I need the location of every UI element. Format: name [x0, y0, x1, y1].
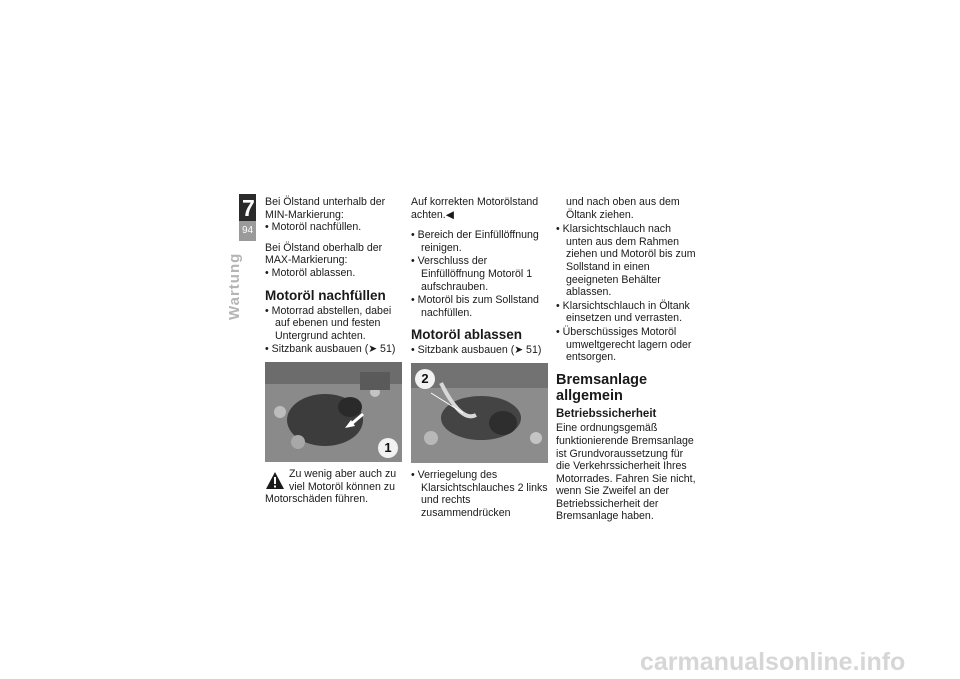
oil-fill-steps: [411, 229, 553, 319]
list-item: • Sitzbank ausbauen (➤ 51): [265, 343, 396, 356]
brake-body-text: Eine ordnungsgemäß funktionierende Bremsanlage ist Grundvoraussetzung für die Verkehrssicherheit Ihres Motorrades. Fahren Sie nicht, wenn Sie Zweifel an der Betriebssicherheit der Bremsanlage haben.: [556, 422, 696, 523]
list-item: • Sitzbank ausbauen (➤ 51): [411, 344, 542, 357]
check-level-text: Auf korrekten Motorölstand achten.◀: [411, 196, 539, 221]
hose-release-list: [411, 469, 553, 519]
min-item: • Motoröl nachfüllen.: [265, 221, 362, 234]
warning-triangle-icon: [265, 471, 285, 490]
warning-note: [265, 468, 407, 506]
footer-watermark: carmanualsonline.info: [640, 648, 906, 676]
max-paragraph: [265, 242, 407, 280]
continuation-text: und nach oben aus dem Öltank ziehen.: [566, 196, 680, 221]
warning-text: Zu wenig aber auch zu viel Motoröl können zu Motorschäden führen.: [265, 467, 397, 506]
section-side-label: Wartung: [226, 252, 243, 320]
oil-filler-photo: [265, 362, 402, 462]
list-item: • Verriegelung des Klarsichtschlauches 2 links und rechts zusammendrücken: [411, 468, 548, 519]
subheading-safety: Betriebssicherheit: [556, 407, 657, 420]
list-item: • Klarsichtschlauch in Öltank einsetzen und verrasten.: [556, 299, 690, 325]
list-item: • Bereich der Einfüllöffnung reinigen.: [411, 229, 539, 254]
list-item: • Überschüssiges Motoröl umweltgerecht lagern oder entsorgen.: [556, 325, 692, 364]
list-item: • Klarsichtschlauch nach unten aus dem Rahmen ziehen und Motoröl bis zum Sollstand in einen geeigneten Behälter ablassen.: [556, 223, 696, 299]
list-item: • Verschluss der Einfüllöffnung Motoröl 1 aufschrauben.: [411, 255, 533, 293]
oil-fill-list: [265, 305, 407, 356]
heading-brakes: Bremsanlage allgemein: [556, 371, 648, 404]
page-number: 94: [239, 221, 256, 241]
oil-drain-steps: [556, 223, 698, 364]
chapter-number: 7: [242, 195, 255, 221]
callout-2: 2: [415, 369, 435, 389]
heading-oil-fill: Motoröl nachfüllen: [265, 287, 386, 303]
min-paragraph: [265, 196, 407, 234]
column-3: [556, 196, 698, 531]
heading-oil-drain: Motoröl ablassen: [411, 327, 523, 343]
callout-1: 1: [378, 438, 398, 458]
max-text: Bei Ölstand oberhalb der MAX-Markierung:: [265, 241, 383, 267]
oil-hose-photo: [411, 363, 548, 463]
chapter-marker: [239, 194, 256, 241]
min-text: Bei Ölstand unterhalb der MIN-Markierung:: [265, 196, 386, 221]
max-item: • Motoröl ablassen.: [265, 266, 356, 279]
list-item: • Motorrad abstellen, dabei auf ebenen und festen Untergrund achten.: [265, 304, 392, 342]
oil-drain-list: [411, 344, 553, 357]
column-1: [265, 196, 407, 506]
list-item: • Motoröl bis zum Sollstand nachfüllen.: [411, 294, 539, 319]
column-2: [411, 196, 553, 523]
